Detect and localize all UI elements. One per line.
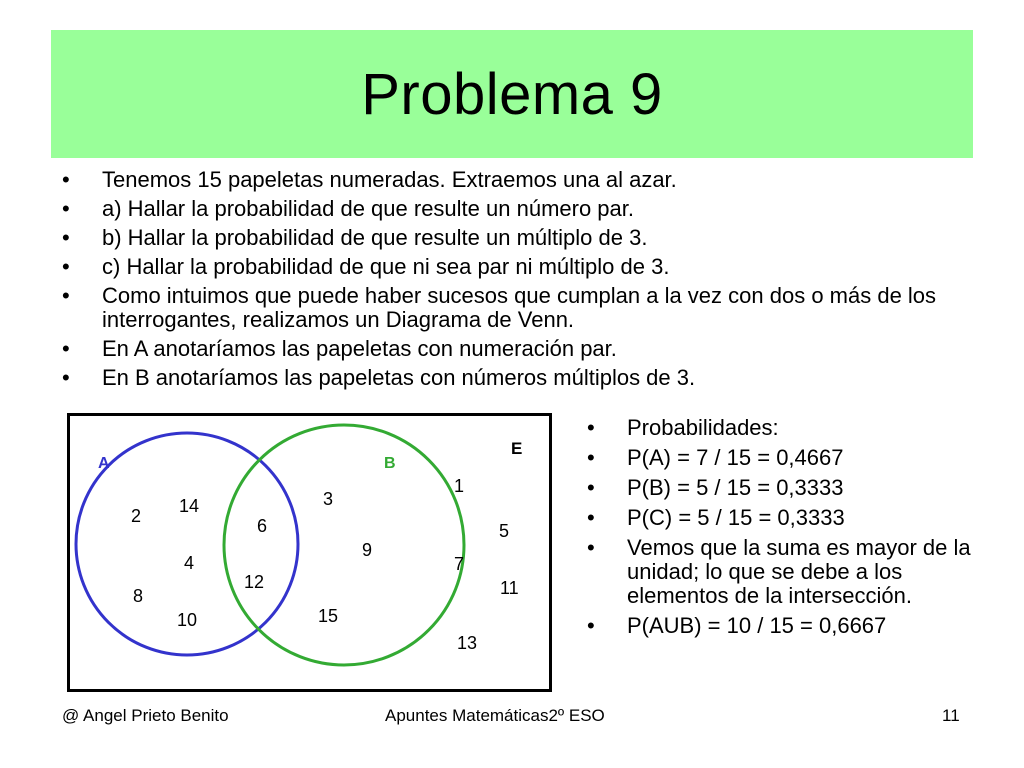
bullet-text: a) Hallar la probabilidad de que resulte un número par.: [102, 196, 634, 221]
venn-number: 2: [131, 506, 142, 526]
set-b-circle: [224, 425, 464, 665]
bullet-dot: •: [62, 196, 70, 221]
bullet-text: Como intuimos que puede haber sucesos que cumplan a la vez con dos o más de los interrogantes, realizamos un Diagrama de Venn.: [102, 283, 937, 332]
probability-text: P(A) = 7 / 15 = 0,4667: [627, 445, 844, 470]
probability-item: [587, 416, 987, 440]
probability-item: [587, 446, 987, 470]
bullet-text: Tenemos 15 papeletas numeradas. Extraemos una al azar.: [102, 167, 677, 192]
venn-number: 11: [500, 578, 519, 598]
bullet-item: [62, 255, 982, 279]
set-b-label: B: [384, 455, 396, 472]
bullet-dot: •: [62, 225, 70, 250]
bullet-item: [62, 226, 982, 250]
bullet-item: [62, 337, 982, 361]
bullet-dot: •: [587, 505, 595, 530]
bullet-item: [62, 197, 982, 221]
venn-number: 13: [457, 633, 478, 653]
venn-number: 15: [318, 606, 339, 626]
venn-diagram: [67, 413, 552, 692]
bullet-dot: •: [587, 445, 595, 470]
bullet-item: [62, 168, 982, 192]
probability-list: [587, 416, 987, 644]
venn-number: 3: [323, 489, 334, 509]
bullet-item: [62, 366, 982, 390]
bullet-text: b) Hallar la probabilidad de que resulte un múltiplo de 3.: [102, 225, 648, 250]
venn-number: 8: [133, 586, 144, 606]
bullet-dot: •: [587, 415, 595, 440]
title-bar: [51, 30, 973, 158]
bullet-text: c) Hallar la probabilidad de que ni sea par ni múltiplo de 3.: [102, 254, 670, 279]
venn-number: 4: [184, 553, 195, 573]
venn-number: 5: [499, 521, 510, 541]
probability-item: [587, 614, 987, 638]
venn-number: 9: [362, 540, 373, 560]
page-number: 11: [942, 706, 960, 725]
probability-text: P(C) = 5 / 15 = 0,3333: [627, 505, 845, 530]
venn-number: 10: [177, 610, 198, 630]
probability-item: [587, 536, 987, 608]
bullet-dot: •: [62, 167, 70, 192]
bullet-dot: •: [587, 475, 595, 500]
venn-number: 6: [257, 516, 268, 536]
venn-number: 14: [179, 496, 200, 516]
bullet-text: En A anotaríamos las papeletas con numeración par.: [102, 336, 617, 361]
set-a-label: A: [98, 455, 110, 472]
slide-title: Problema 9: [361, 61, 663, 127]
venn-number: 12: [244, 572, 265, 592]
bullet-dot: •: [62, 283, 70, 308]
probability-item: [587, 476, 987, 500]
bullet-dot: •: [62, 336, 70, 361]
venn-svg: [70, 416, 549, 689]
footer-course: Apuntes Matemáticas2º ESO: [385, 706, 605, 725]
venn-number: 1: [454, 476, 465, 496]
venn-number: 7: [454, 554, 465, 574]
probability-text: Probabilidades:: [627, 415, 779, 440]
bullet-dot: •: [62, 254, 70, 279]
bullet-text: En B anotaríamos las papeletas con números múltiplos de 3.: [102, 365, 696, 390]
footer-author: @ Angel Prieto Benito: [62, 706, 229, 725]
probability-text: P(AUB) = 10 / 15 = 0,6667: [627, 613, 887, 638]
probability-text: P(B) = 5 / 15 = 0,3333: [627, 475, 844, 500]
bullet-item: [62, 284, 982, 332]
probability-item: [587, 506, 987, 530]
universe-label: E: [511, 439, 523, 458]
bullet-dot: •: [587, 535, 595, 560]
problem-bullets: [62, 168, 982, 395]
bullet-dot: •: [62, 365, 70, 390]
probability-text: Vemos que la suma es mayor de la unidad; lo que se debe a los elementos de la intersección.: [627, 535, 971, 608]
bullet-dot: •: [587, 613, 595, 638]
